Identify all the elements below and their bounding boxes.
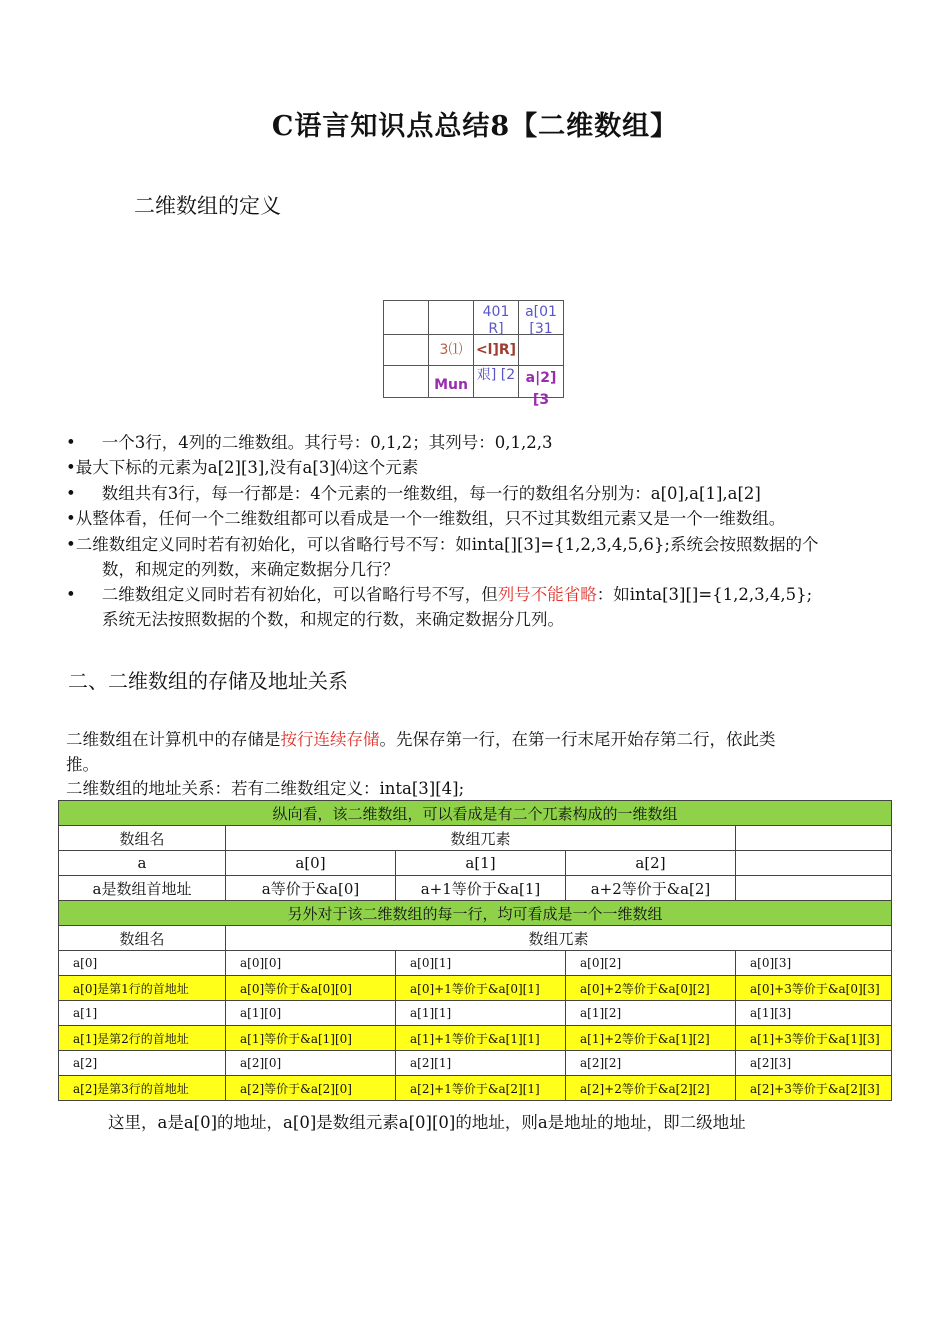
table-cell: a[2][1]: [396, 1051, 566, 1076]
table-cell: a[0]: [226, 851, 396, 876]
paragraph-storage: 二维数组在计算机中的存储是按行连续存储。先保存第一行，在第一行末尾开始存第二行，依此类: [66, 730, 776, 749]
paragraph-address: 二维数组的地址关系：若有二维数组定义：inta[3][4];: [66, 779, 465, 798]
table-cell: a[0][3]: [736, 951, 892, 976]
table-row: [59, 1026, 892, 1051]
table-cell: a[2][3]: [736, 1051, 892, 1076]
table-cell: a[2]+1等价于&a[2][1]: [396, 1076, 566, 1101]
figure-cell: [519, 335, 564, 366]
bullet-item: •二维数组定义同时若有初始化，可以省略行号不写：如inta[][3]={1,2,3,4,5,6};系统会按照数据的个: [66, 535, 819, 554]
table-cell: a[2][0]: [226, 1051, 396, 1076]
table-cell: a[2][2]: [566, 1051, 736, 1076]
table-cell: [736, 851, 892, 876]
figure-cell: [384, 335, 429, 366]
table-cell: [736, 876, 892, 901]
bullet-continuation: 系统无法按照数据的个数，和规定的行数，来确定数据分几列。: [102, 610, 564, 629]
figure-cell: <l]R]: [474, 335, 519, 366]
bullet-item: •最大下标的元素为a[2][3],没有a[3]⑷这个元素: [66, 458, 419, 477]
table-cell: a[2]+2等价于&a[2][2]: [566, 1076, 736, 1101]
section-heading-definition: 二维数组的定义: [134, 194, 281, 218]
table-cell: a[2]+3等价于&a[2][3]: [736, 1076, 892, 1101]
table-cell: a: [59, 851, 226, 876]
table-cell: a[0][2]: [566, 951, 736, 976]
figure-cell: [384, 366, 429, 398]
table-cell: 数组名: [59, 826, 226, 851]
table-cell: a[1]+1等价于&a[1][1]: [396, 1026, 566, 1051]
table-cell: a[1][2]: [566, 1001, 736, 1026]
table-cell: a等价于&a[0]: [226, 876, 396, 901]
table-cell: 数组兀素: [226, 926, 892, 951]
paragraph-continuation: 推。: [66, 755, 99, 774]
table-cell: a[2]: [59, 1051, 226, 1076]
table-cell: a是数组首地址: [59, 876, 226, 901]
table-cell: a[1]是第2行的首地址: [59, 1026, 226, 1051]
table-cell: a[1][3]: [736, 1001, 892, 1026]
table-cell: a[1]+2等价于&a[1][2]: [566, 1026, 736, 1051]
bullet-item: • 二维数组定义同时若有初始化，可以省略行号不写，但列号不能省略：如inta[3][]={1,2,3,4,5};: [66, 585, 813, 604]
footer-note: 这里，a是a[0]的地址，a[0]是数组元素a[0][0]的地址，则a是地址的地址，即二级地址: [108, 1113, 746, 1132]
table-row: [59, 1001, 892, 1026]
table-cell: a[1]+3等价于&a[1][3]: [736, 1026, 892, 1051]
table-cell: a+1等价于&a[1]: [396, 876, 566, 901]
array-figure: [383, 300, 564, 408]
table-cell: a[1][1]: [396, 1001, 566, 1026]
figure-cell: Mun: [429, 366, 474, 398]
table-cell: a[2]是第3行的首地址: [59, 1076, 226, 1101]
table-header-vertical: 纵向看，该二维数组，可以看成是有二个兀素构成的一维数组: [59, 801, 892, 826]
bullet-continuation: 数，和规定的列数，来确定数据分几行？: [102, 560, 399, 579]
figure-cell: 401 R]: [474, 301, 519, 335]
table-cell: a[0]是第1行的首地址: [59, 976, 226, 1001]
section-heading-storage: 二、二维数组的存储及地址关系: [68, 669, 348, 693]
bullet-item: •从整体看，任何一个二维数组都可以看成是一个一维数组，只不过其数组元素又是一个一维数组。: [66, 509, 786, 528]
element-rows: [59, 951, 892, 1101]
figure-cell: a[01 [31: [519, 301, 564, 335]
table-cell: 数组名: [59, 926, 226, 951]
page-title: C语言知识点总结8【二维数组】: [271, 111, 679, 142]
table-cell: a[1]: [396, 851, 566, 876]
table-row: [59, 951, 892, 976]
table-cell: a[0]+3等价于&a[0][3]: [736, 976, 892, 1001]
figure-cell: 3⑴: [429, 335, 474, 366]
table-cell: a[2]: [566, 851, 736, 876]
table-cell: a[0][0]: [226, 951, 396, 976]
table-row: [59, 1051, 892, 1076]
table-cell: a[0][1]: [396, 951, 566, 976]
table-header-rows: 另外对于该二维数组的每一行，均可看成是一个一维数组: [59, 901, 892, 926]
table-cell: 数组兀素: [226, 826, 736, 851]
table-cell: a[1]等价于&a[1][0]: [226, 1026, 396, 1051]
figure-cell: 艰] [2: [474, 366, 519, 398]
figure-cell: [384, 301, 429, 335]
table-cell: a[2]等价于&a[2][0]: [226, 1076, 396, 1101]
bullet-item: • 一个3行，4列的二维数组。其行号：0,1,2；其列号：0,1,2,3: [66, 433, 553, 452]
bullet-item: • 数组共有3行，每一行都是：4个元素的一维数组，每一行的数组名分别为：a[0],a[1],a[2]: [66, 484, 761, 503]
table-cell: a+2等价于&a[2]: [566, 876, 736, 901]
figure-cell: [429, 301, 474, 335]
table-row: [59, 976, 892, 1001]
address-table: [58, 800, 892, 1101]
figure-cell: a|2] [3: [519, 366, 564, 398]
table-cell: a[0]+2等价于&a[0][2]: [566, 976, 736, 1001]
table-cell: [736, 826, 892, 851]
table-cell: a[0]: [59, 951, 226, 976]
table-cell: a[0]+1等价于&a[0][1]: [396, 976, 566, 1001]
table-cell: a[1][0]: [226, 1001, 396, 1026]
table-cell: a[0]等价于&a[0][0]: [226, 976, 396, 1001]
table-row: [59, 1076, 892, 1101]
table-cell: a[1]: [59, 1001, 226, 1026]
